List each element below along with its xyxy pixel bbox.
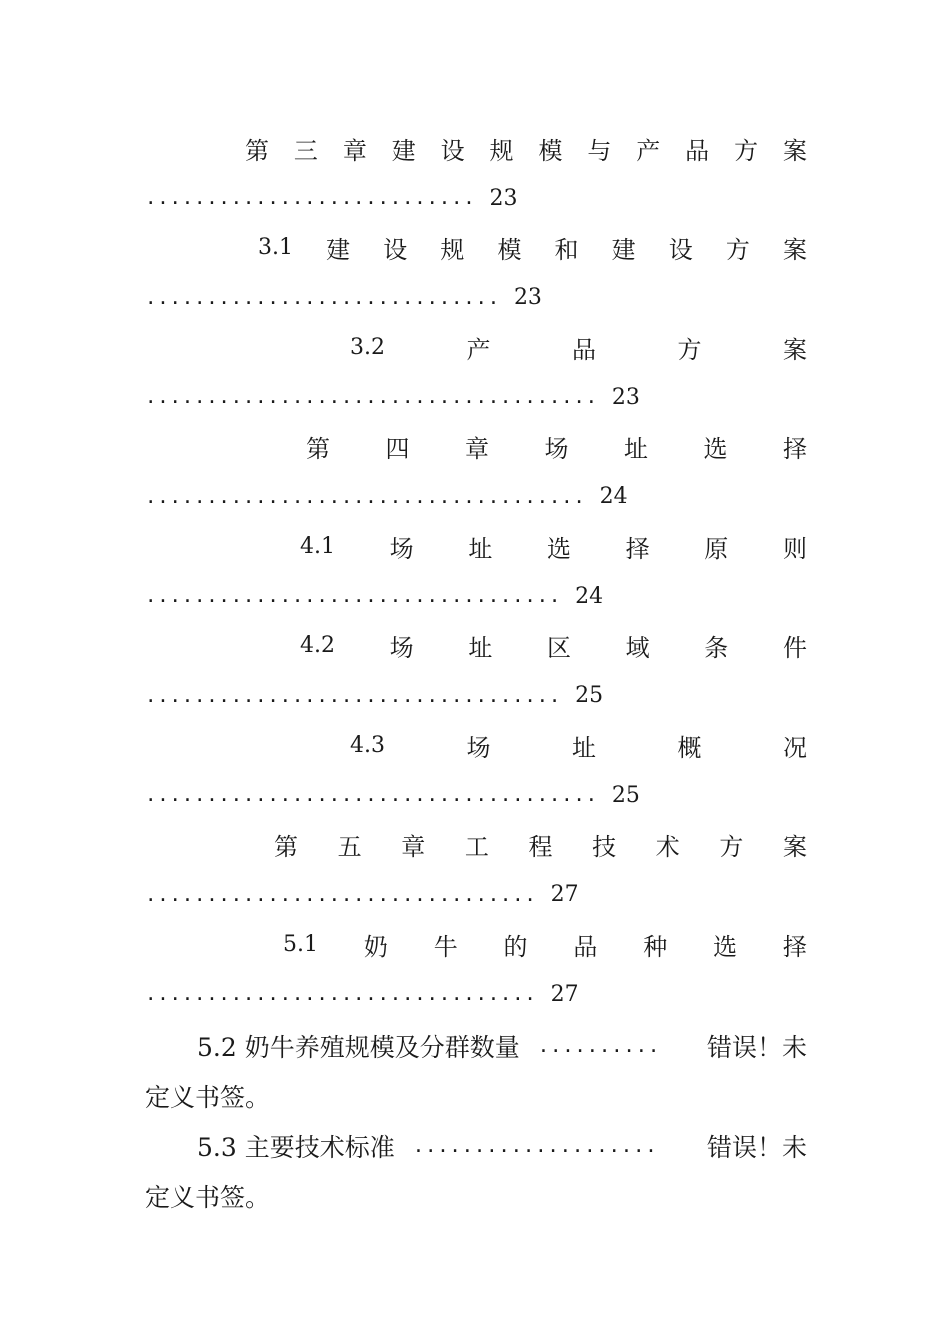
entry-title-char: 模 [497,236,522,264]
dot-leader: ..................................... [145,784,598,806]
entry-title-char: 域 [625,634,650,662]
entry-title-char: 章 [401,833,426,861]
entry-title-char: 章 [342,136,367,165]
entry-title-char: 场 [466,733,491,762]
entry-title-char: 奶 [363,932,388,961]
entry-label: 5.3 主要技术标准 [197,1133,395,1162]
page-number: 23 [489,185,518,211]
section-number: 4.3 [350,732,385,758]
entry-title-char: 则 [782,534,807,563]
entry-title-char: 址 [572,733,596,762]
page-number: 24 [599,484,628,509]
entry-title-char: 择 [783,435,807,463]
entry-title-char: 设 [440,136,465,165]
page-number: 23 [513,285,542,310]
section-number: 4.1 [300,533,335,559]
page-number: 27 [550,882,579,907]
bookmark-error-tail: 定义书签。 [145,1183,271,1212]
entry-title-char: 规 [440,236,465,264]
dot-leader: ..................................... [145,386,598,408]
entry-title-char: 四 [385,435,410,463]
entry-title-char: 设 [668,236,693,264]
entry-title-char: 牛 [433,932,458,961]
entry-title-char: 产 [636,136,661,165]
page-number: 25 [575,683,604,708]
dot-leader: .................... [412,1135,658,1157]
entry-title-char: 程 [528,833,553,861]
dot-leader: .................................. [145,684,562,707]
entry-title-char: 品 [572,335,596,364]
entry-title-char: 第 [245,136,269,165]
section-number: 3.2 [350,334,385,360]
entry-title-char: 区 [546,634,571,662]
entry-title-char: 案 [782,236,807,264]
bookmark-error-text: 错误！未 [706,1033,807,1062]
entry-title-char: 择 [782,932,807,961]
entry-title-char: 方 [719,833,744,861]
entry-title-char: 案 [783,833,807,861]
entry-title-char: 况 [783,733,807,762]
entry-title-char: 建 [326,236,351,264]
entry-title-char: 址 [468,634,493,662]
entry-label: 5.2 奶牛养殖规模及分群数量 [197,1033,520,1062]
section-number: 4.2 [300,633,335,658]
toc-entry-error[interactable] [145,1026,807,1116]
entry-title-char: 品 [573,932,598,961]
entry-title-char: 三 [293,136,318,165]
entry-title-char: 第 [306,435,330,463]
entry-title-char: 原 [704,534,729,563]
dot-leader: .................................... [145,485,586,508]
entry-title-char: 的 [503,932,528,961]
entry-title-char: 选 [546,534,571,563]
entry-title-char: 址 [624,435,648,463]
section-number: 5.1 [283,931,318,957]
dot-leader: .......... [537,1035,661,1057]
section-number: 3.1 [258,235,293,260]
entry-title-char: 种 [643,932,668,961]
bookmark-error-tail: 定义书签。 [145,1083,271,1112]
entry-title-char: 设 [383,236,408,264]
entry-title-char: 案 [783,335,807,364]
entry-title-char: 选 [703,435,728,463]
entry-title-char: 与 [587,136,612,165]
page-number: 23 [611,384,640,410]
entry-title-char: 规 [489,136,514,165]
entry-title-char: 场 [544,435,569,463]
entry-title-char: 址 [468,534,493,563]
entry-title-char: 技 [592,833,617,861]
entry-title-char: 方 [677,335,702,364]
entry-title-char: 工 [464,833,489,861]
entry-title-char: 章 [465,435,489,463]
entry-title-char: 案 [782,136,807,165]
dot-leader: ................................ [145,983,537,1005]
entry-title-char: 场 [389,534,414,563]
entry-title-char: 五 [337,833,362,861]
entry-title-char: 选 [713,932,738,961]
entry-title-char: 和 [554,236,579,264]
page-number: 24 [575,583,604,609]
entry-title-char: 第 [274,833,298,861]
entry-title-char: 建 [391,136,416,165]
bookmark-error-text: 错误！未 [706,1133,807,1162]
dot-leader: ................................ [145,883,537,906]
entry-title-char: 方 [734,136,759,165]
entry-title-char: 方 [725,236,750,264]
dot-leader: .................................. [145,585,562,607]
entry-title-char: 产 [466,335,491,364]
page-number: 27 [550,981,579,1007]
entry-title-char: 概 [677,733,702,762]
entry-title-char: 场 [389,634,414,662]
page-number: 25 [611,782,640,808]
entry-title-char: 建 [611,236,636,264]
dot-leader: ........................... [145,187,476,209]
toc-entry-error[interactable] [145,1126,807,1216]
entry-title-char: 品 [685,136,710,165]
entry-title-char: 择 [625,534,650,563]
entry-title-char: 件 [782,634,807,662]
entry-title-char: 模 [538,136,563,165]
entry-title-char: 术 [655,833,680,861]
dot-leader: ............................. [145,286,500,309]
entry-title-char: 条 [704,634,729,662]
